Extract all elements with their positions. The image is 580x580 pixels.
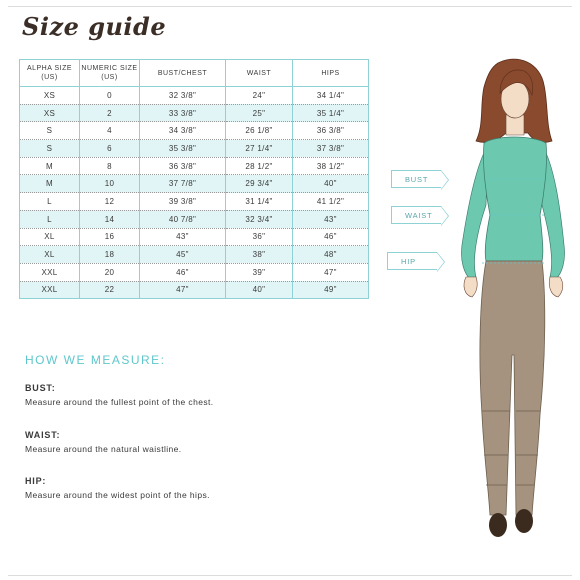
right-shoe [515,509,533,533]
alpha-size-cell: S [20,140,80,158]
header-alpha-size: ALPHA SIZE (US) [20,60,80,87]
waist-description: Measure around the natural waistline. [25,444,182,454]
left-shoe [489,513,507,537]
numeric-size-cell: 0 [80,87,140,105]
numeric-size-cell: 20 [80,263,140,281]
hips-cell: 35 1/4" [293,104,369,122]
table-header-row [20,60,369,87]
bottom-divider [8,575,572,576]
numeric-size-cell: 16 [80,228,140,246]
table-row [20,281,369,299]
numeric-size-cell: 14 [80,210,140,228]
bust-cell: 43" [140,228,226,246]
table-row [20,175,369,193]
hip-description: Measure around the widest point of the hips. [25,490,210,500]
numeric-size-cell: 12 [80,193,140,211]
numeric-size-cell: 2 [80,104,140,122]
numeric-size-cell: 6 [80,140,140,158]
bust-cell: 32 3/8" [140,87,226,105]
table-row [20,193,369,211]
how-we-measure-heading: HOW WE MEASURE: [25,353,166,367]
bust-cell: 39 3/8" [140,193,226,211]
alpha-size-cell: XXL [20,263,80,281]
waist-tag: WAIST [391,206,441,224]
hip-label: HIP: [25,476,47,486]
waist-cell: 26 1/8" [226,122,293,140]
table-row [20,263,369,281]
alpha-size-cell: XL [20,246,80,264]
numeric-size-cell: 22 [80,281,140,299]
table-row [20,104,369,122]
hips-cell: 41 1/2" [293,193,369,211]
numeric-size-cell: 8 [80,157,140,175]
woman-figure-illustration [436,55,580,550]
header-waist: WAIST [226,60,293,87]
hips-cell: 48" [293,246,369,264]
bust-tag: BUST [391,170,441,188]
bust-cell: 34 3/8" [140,122,226,140]
table-row [20,140,369,158]
table-row [20,122,369,140]
table-row [20,157,369,175]
waist-cell: 25" [226,104,293,122]
waist-cell: 39" [226,263,293,281]
waist-cell: 32 3/4" [226,210,293,228]
table-row [20,246,369,264]
bust-cell: 37 7/8" [140,175,226,193]
right-hand [549,277,563,297]
header-bust: BUST/CHEST [140,60,226,87]
hips-cell: 46" [293,228,369,246]
alpha-size-cell: XXL [20,281,80,299]
waist-cell: 31 1/4" [226,193,293,211]
size-table [19,59,369,299]
left-hand [464,277,477,297]
alpha-size-cell: XS [20,87,80,105]
hips-cell: 38 1/2" [293,157,369,175]
pants [480,261,545,515]
hips-cell: 37 3/8" [293,140,369,158]
bust-cell: 46" [140,263,226,281]
hips-cell: 40" [293,175,369,193]
waist-cell: 40" [226,281,293,299]
hip-tag: HIP [387,252,437,270]
waist-label: WAIST: [25,430,61,440]
numeric-size-cell: 4 [80,122,140,140]
hips-cell: 43" [293,210,369,228]
bust-cell: 33 3/8" [140,104,226,122]
page-title: Size guide [22,12,167,41]
alpha-size-cell: S [20,122,80,140]
waist-cell: 28 1/2" [226,157,293,175]
numeric-size-cell: 10 [80,175,140,193]
waist-cell: 36" [226,228,293,246]
bust-cell: 36 3/8" [140,157,226,175]
bust-description: Measure around the fullest point of the chest. [25,397,214,407]
alpha-size-cell: M [20,157,80,175]
waist-cell: 27 1/4" [226,140,293,158]
alpha-size-cell: XS [20,104,80,122]
alpha-size-cell: M [20,175,80,193]
alpha-size-cell: XL [20,228,80,246]
hips-cell: 49" [293,281,369,299]
numeric-size-cell: 18 [80,246,140,264]
top-garment [483,137,546,261]
alpha-size-cell: L [20,193,80,211]
table-row [20,228,369,246]
table-row [20,210,369,228]
waist-cell: 29 3/4" [226,175,293,193]
header-numeric-size: NUMERIC SIZE (US) [80,60,140,87]
waist-cell: 38" [226,246,293,264]
hips-cell: 34 1/4" [293,87,369,105]
hips-cell: 36 3/8" [293,122,369,140]
bust-cell: 47" [140,281,226,299]
alpha-size-cell: L [20,210,80,228]
top-divider [8,6,572,7]
table-row [20,87,369,105]
bust-cell: 40 7/8" [140,210,226,228]
waist-cell: 24" [226,87,293,105]
bust-label: BUST: [25,383,56,393]
hips-cell: 47" [293,263,369,281]
header-hips: HIPS [293,60,369,87]
bust-cell: 35 3/8" [140,140,226,158]
bust-cell: 45" [140,246,226,264]
